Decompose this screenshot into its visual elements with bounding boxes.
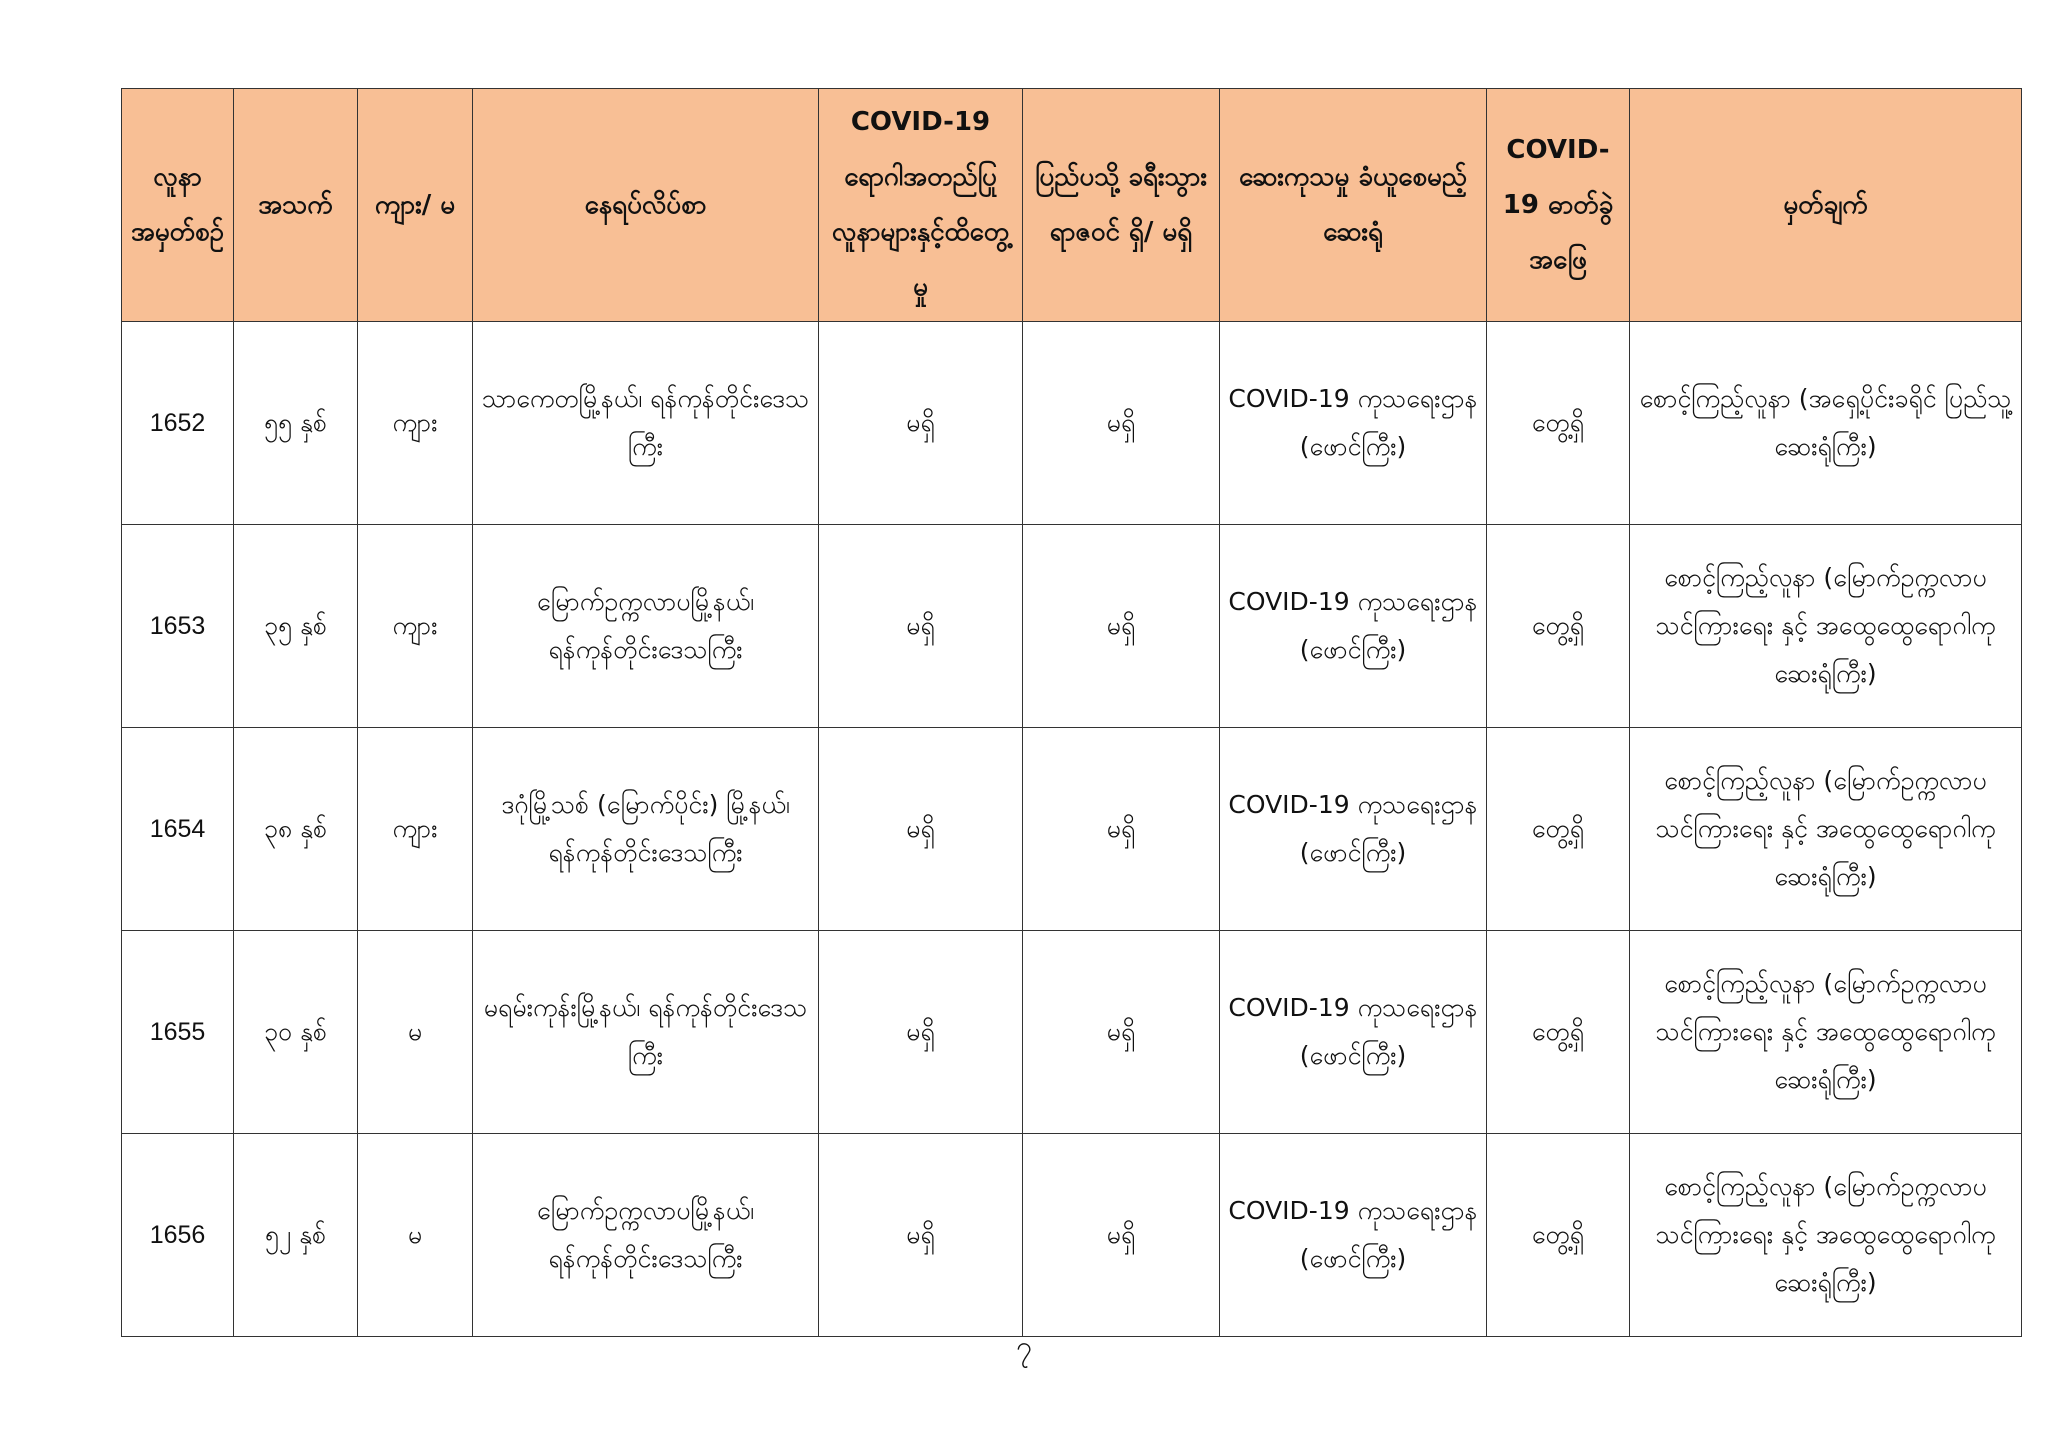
cell-patient-no: 1654 <box>122 728 234 931</box>
cell-hospital: COVID-19 ကုသရေးဌာန (ဖောင်ကြီး) <box>1220 1134 1487 1337</box>
cell-address: သာကေတမြို့နယ်၊ ရန်ကုန်တိုင်းဒေသကြီး <box>473 322 819 525</box>
cell-result: တွေ့ရှိ <box>1487 1134 1630 1337</box>
cell-hospital: COVID-19 ကုသရေးဌာန (ဖောင်ကြီး) <box>1220 322 1487 525</box>
cell-age: ၅၂ နှစ် <box>234 1134 358 1337</box>
cell-result: တွေ့ရှိ <box>1487 322 1630 525</box>
header-hospital: ဆေးကုသမှု ခံယူစေမည့် ဆေးရုံ <box>1220 89 1487 322</box>
cell-travel: မရှိ <box>1023 728 1220 931</box>
table-row <box>122 322 2022 525</box>
cell-contact: မရှိ <box>819 931 1023 1134</box>
cell-address: မြောက်ဥက္ကလာပမြို့နယ်၊ ရန်ကုန်တိုင်းဒေသကြီး <box>473 525 819 728</box>
cell-remark: စောင့်ကြည့်လူနာ (မြောက်ဥက္ကလာပ သင်ကြားရေး နှင့် အထွေထွေရောဂါကု ဆေးရုံကြီး) <box>1630 1134 2022 1337</box>
cell-result: တွေ့ရှိ <box>1487 931 1630 1134</box>
header-age: အသက် <box>234 89 358 322</box>
cell-address: ဒဂုံမြို့သစ် (မြောက်ပိုင်း) မြို့နယ်၊ ရန်ကုန်တိုင်းဒေသကြီး <box>473 728 819 931</box>
cell-hospital: COVID-19 ကုသရေးဌာန (ဖောင်ကြီး) <box>1220 525 1487 728</box>
table-row <box>122 728 2022 931</box>
cell-remark: စောင့်ကြည့်လူနာ (မြောက်ဥက္ကလာပ သင်ကြားရေး နှင့် အထွေထွေရောဂါကု ဆေးရုံကြီး) <box>1630 525 2022 728</box>
header-lab-result: COVID-19 ဓာတ်ခွဲ အဖြေ <box>1487 89 1630 322</box>
cell-age: ၃၈ နှစ် <box>234 728 358 931</box>
cell-contact: မရှိ <box>819 1134 1023 1337</box>
cell-patient-no: 1655 <box>122 931 234 1134</box>
header-remark: မှတ်ချက် <box>1630 89 2022 322</box>
header-sex: ကျား/ မ <box>358 89 473 322</box>
cell-remark: စောင့်ကြည့်လူနာ (အရှေ့ပိုင်းခရိုင် ပြည်သူ့ဆေးရုံကြီး) <box>1630 322 2022 525</box>
cell-age: ၃၅ နှစ် <box>234 525 358 728</box>
cell-sex: ကျား <box>358 525 473 728</box>
header-address: နေရပ်လိပ်စာ <box>473 89 819 322</box>
header-travel-history: ပြည်ပသို့ ခရီးသွား ရာဇဝင် ရှိ/ မရှိ <box>1023 89 1220 322</box>
cell-sex: မ <box>358 931 473 1134</box>
page-number: ၇ <box>1016 1330 1032 1363</box>
cell-remark: စောင့်ကြည့်လူနာ (မြောက်ဥက္ကလာပ သင်ကြားရေး နှင့် အထွေထွေရောဂါကု ဆေးရုံကြီး) <box>1630 931 2022 1134</box>
cell-patient-no: 1652 <box>122 322 234 525</box>
cell-address: မရမ်းကုန်းမြို့နယ်၊ ရန်ကုန်တိုင်းဒေသကြီး <box>473 931 819 1134</box>
cell-sex: မ <box>358 1134 473 1337</box>
cell-result: တွေ့ရှိ <box>1487 728 1630 931</box>
cell-patient-no: 1653 <box>122 525 234 728</box>
patient-table <box>121 88 2022 1337</box>
table-row <box>122 525 2022 728</box>
cell-travel: မရှိ <box>1023 931 1220 1134</box>
cell-sex: ကျား <box>358 322 473 525</box>
cell-hospital: COVID-19 ကုသရေးဌာန (ဖောင်ကြီး) <box>1220 931 1487 1134</box>
header-contact: COVID-19 ရောဂါအတည်ပြု လူနာများနှင့်ထိတွေ့မှု <box>819 89 1023 322</box>
cell-sex: ကျား <box>358 728 473 931</box>
cell-contact: မရှိ <box>819 728 1023 931</box>
cell-result: တွေ့ရှိ <box>1487 525 1630 728</box>
cell-patient-no: 1656 <box>122 1134 234 1337</box>
cell-travel: မရှိ <box>1023 525 1220 728</box>
cell-contact: မရှိ <box>819 322 1023 525</box>
cell-remark: စောင့်ကြည့်လူနာ (မြောက်ဥက္ကလာပ သင်ကြားရေး နှင့် အထွေထွေရောဂါကု ဆေးရုံကြီး) <box>1630 728 2022 931</box>
cell-hospital: COVID-19 ကုသရေးဌာန (ဖောင်ကြီး) <box>1220 728 1487 931</box>
cell-age: ၃၀ နှစ် <box>234 931 358 1134</box>
cell-address: မြောက်ဥက္ကလာပမြို့နယ်၊ ရန်ကုန်တိုင်းဒေသကြီး <box>473 1134 819 1337</box>
header-row <box>122 89 2022 322</box>
cell-age: ၅၅ နှစ် <box>234 322 358 525</box>
cell-travel: မရှိ <box>1023 1134 1220 1337</box>
table-row <box>122 931 2022 1134</box>
cell-travel: မရှိ <box>1023 322 1220 525</box>
header-patient-no: လူနာ အမှတ်စဉ် <box>122 89 234 322</box>
cell-contact: မရှိ <box>819 525 1023 728</box>
table-row <box>122 1134 2022 1337</box>
